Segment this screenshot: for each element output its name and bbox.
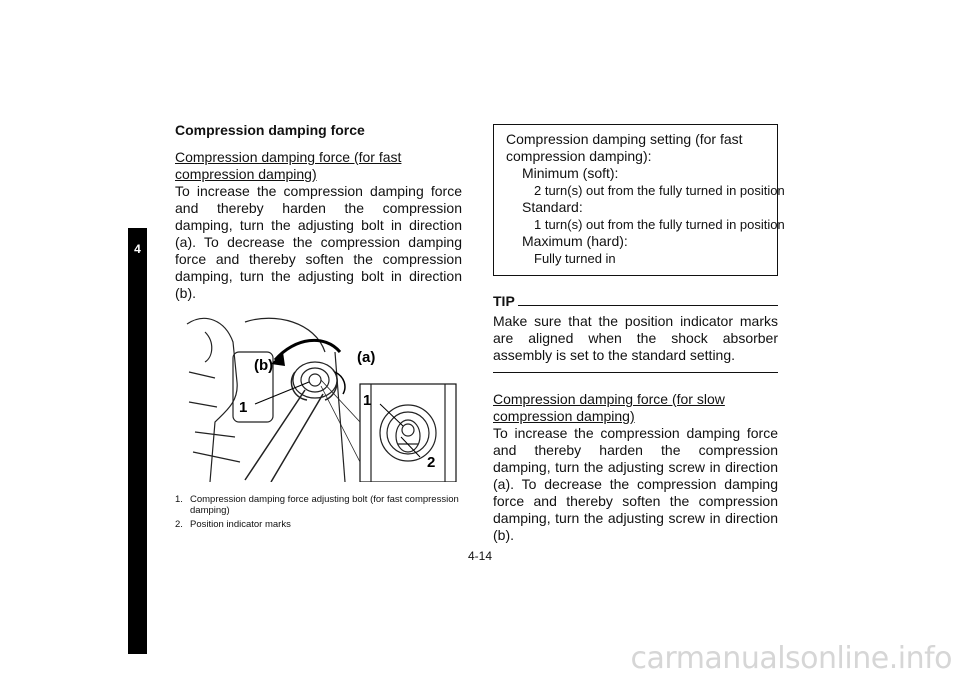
spec-min-label: Minimum (soft):: [522, 165, 619, 181]
spec-max-label: Maximum (hard):: [522, 233, 628, 249]
watermark: carmanualsonline.info: [630, 641, 952, 676]
tip-text: Make sure that the position indicator marks are aligned when the shock absorber assembly is set to the standard setting.: [493, 313, 778, 363]
fast-damping-instructions: To increase the compression damping force and thereby harden the compression damping, turn the adjusting bolt in direction (a). To decrease the compression damping force and thereby soften the compression damping, turn the adjusting bolt in direction (b).: [175, 183, 462, 301]
tip-rule: [518, 305, 778, 306]
slow-damping-subheading: Compression damping force (for slow compression damping): [493, 391, 725, 424]
figure-captions: [175, 494, 462, 530]
direction-a-label: (a): [357, 349, 376, 366]
caption-number: 1.: [175, 494, 183, 505]
caption-text: Position indicator marks: [190, 519, 291, 530]
slow-damping-instructions: To increase the compression damping force and thereby harden the compression damping, turn the adjusting screw in direction (a). To decrease the compression damping force and thereby soften the compression damping, turn the adjusting screw in direction (b).: [493, 425, 778, 543]
spec-standard-label: Standard:: [522, 199, 583, 215]
illustration-drawing: [175, 312, 465, 482]
adjusting-bolt-illustration: [175, 312, 465, 482]
section-heading: Compression damping force: [175, 122, 365, 138]
spec-title: Compression damping setting (for fast compression damping):: [506, 131, 743, 164]
caption-item: [175, 519, 462, 530]
right-column: [493, 124, 785, 544]
direction-b-label: (b): [254, 357, 274, 374]
caption-text: Compression damping force adjusting bolt (for fast compression damping): [190, 494, 459, 516]
caption-item: [175, 494, 462, 516]
callout-1-detail: 1: [363, 392, 372, 409]
spec-standard-value: 1 turn(s) out from the fully turned in position: [534, 217, 785, 232]
page-number: 4-14: [467, 549, 493, 563]
fast-damping-subheading: Compression damping force (for fast compression damping): [175, 149, 402, 182]
callout-1-main: 1: [239, 399, 248, 416]
caption-number: 2.: [175, 519, 183, 530]
spec-min-value: 2 turn(s) out from the fully turned in position: [534, 183, 785, 198]
tip-header: [493, 293, 778, 309]
chapter-tab: 4: [128, 228, 147, 654]
spec-max-value: Fully turned in: [534, 251, 616, 266]
callout-2-detail: 2: [427, 454, 436, 471]
tip-block: [493, 293, 778, 373]
damping-spec-box: [493, 124, 785, 276]
left-column: [175, 122, 462, 533]
tip-label: TIP: [493, 293, 515, 309]
